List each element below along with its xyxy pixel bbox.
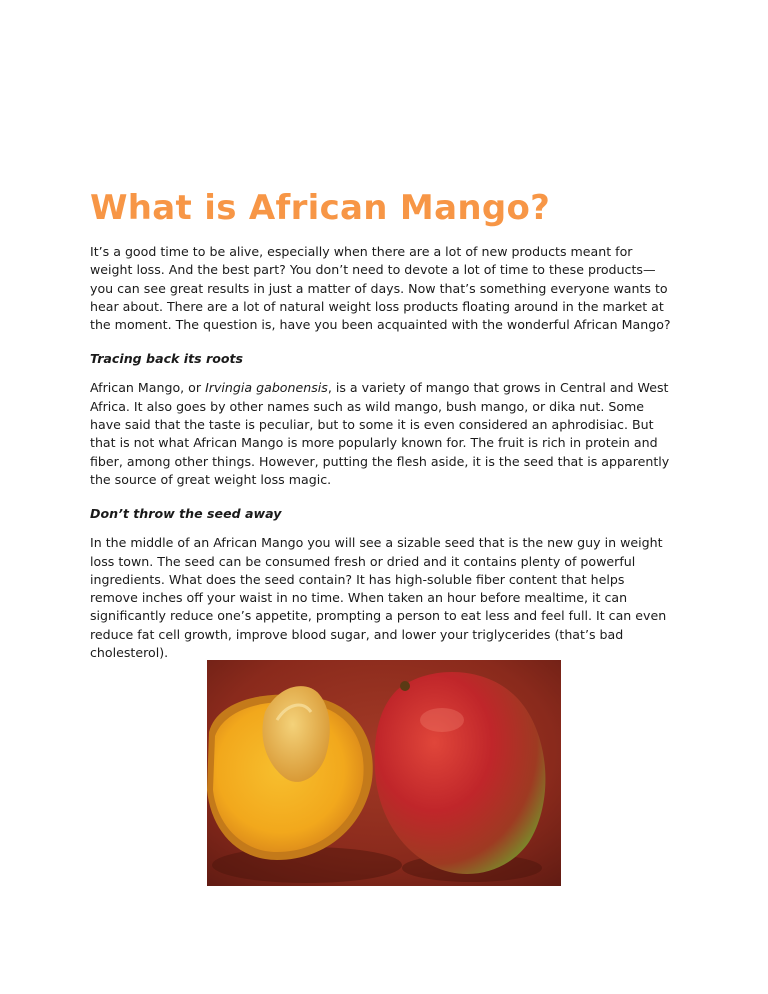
mango-stem: [400, 681, 410, 691]
roots-paragraph: [90, 379, 680, 489]
roots-text-rest: , is a variety of mango that grows in Central and West Africa. It also goes by other names such as wild mango, bush mango, or dika nut. Some have said that the taste is peculiar, but to some it is even considered an aphrodisiac. But that is not what African Mango is more popularly known for. The fruit is rich in protein and fiber, among other things. However, putting the flesh aside, it is the seed that is apparently the source of great weight loss magic.: [90, 380, 670, 487]
document-page: [90, 187, 680, 678]
scientific-name: Irvingia gabonensis: [205, 380, 328, 396]
seed-paragraph: In the middle of an African Mango you will see a sizable seed that is the new guy in weight loss town. The seed can be consumed fresh or dried and it contains plenty of powerful ingredients. What does the seed contain? It has high-soluble fiber content that helps remove inches off your waist in no time. When taken an hour before mealtime, it can significantly reduce one’s appetite, prompting a person to eat less and feel full. It can even reduce fat cell growth, improve blood sugar, and lower your triglycerides (that’s bad cholesterol).: [90, 535, 667, 661]
roots-text-start: African Mango, or: [90, 380, 206, 396]
page-title: What is African Mango?: [90, 188, 551, 228]
mango-illustration: [207, 660, 561, 886]
section-heading-seed: Don’t throw the seed away: [90, 506, 282, 522]
mango-photo: [207, 660, 561, 886]
intro-paragraph: It’s a good time to be alive, especially when there are a lot of new products meant for weight loss. And the best part? You don’t need to devote a lot of time to these products— you can see great results in just a matter of days. Now that’s something everyone wants to hear about. There are a lot of natural weight loss products floating around in the market at the moment. The question is, have you been acquainted with the wonderful African Mango?: [90, 244, 671, 333]
section-heading-roots: Tracing back its roots: [90, 351, 244, 367]
